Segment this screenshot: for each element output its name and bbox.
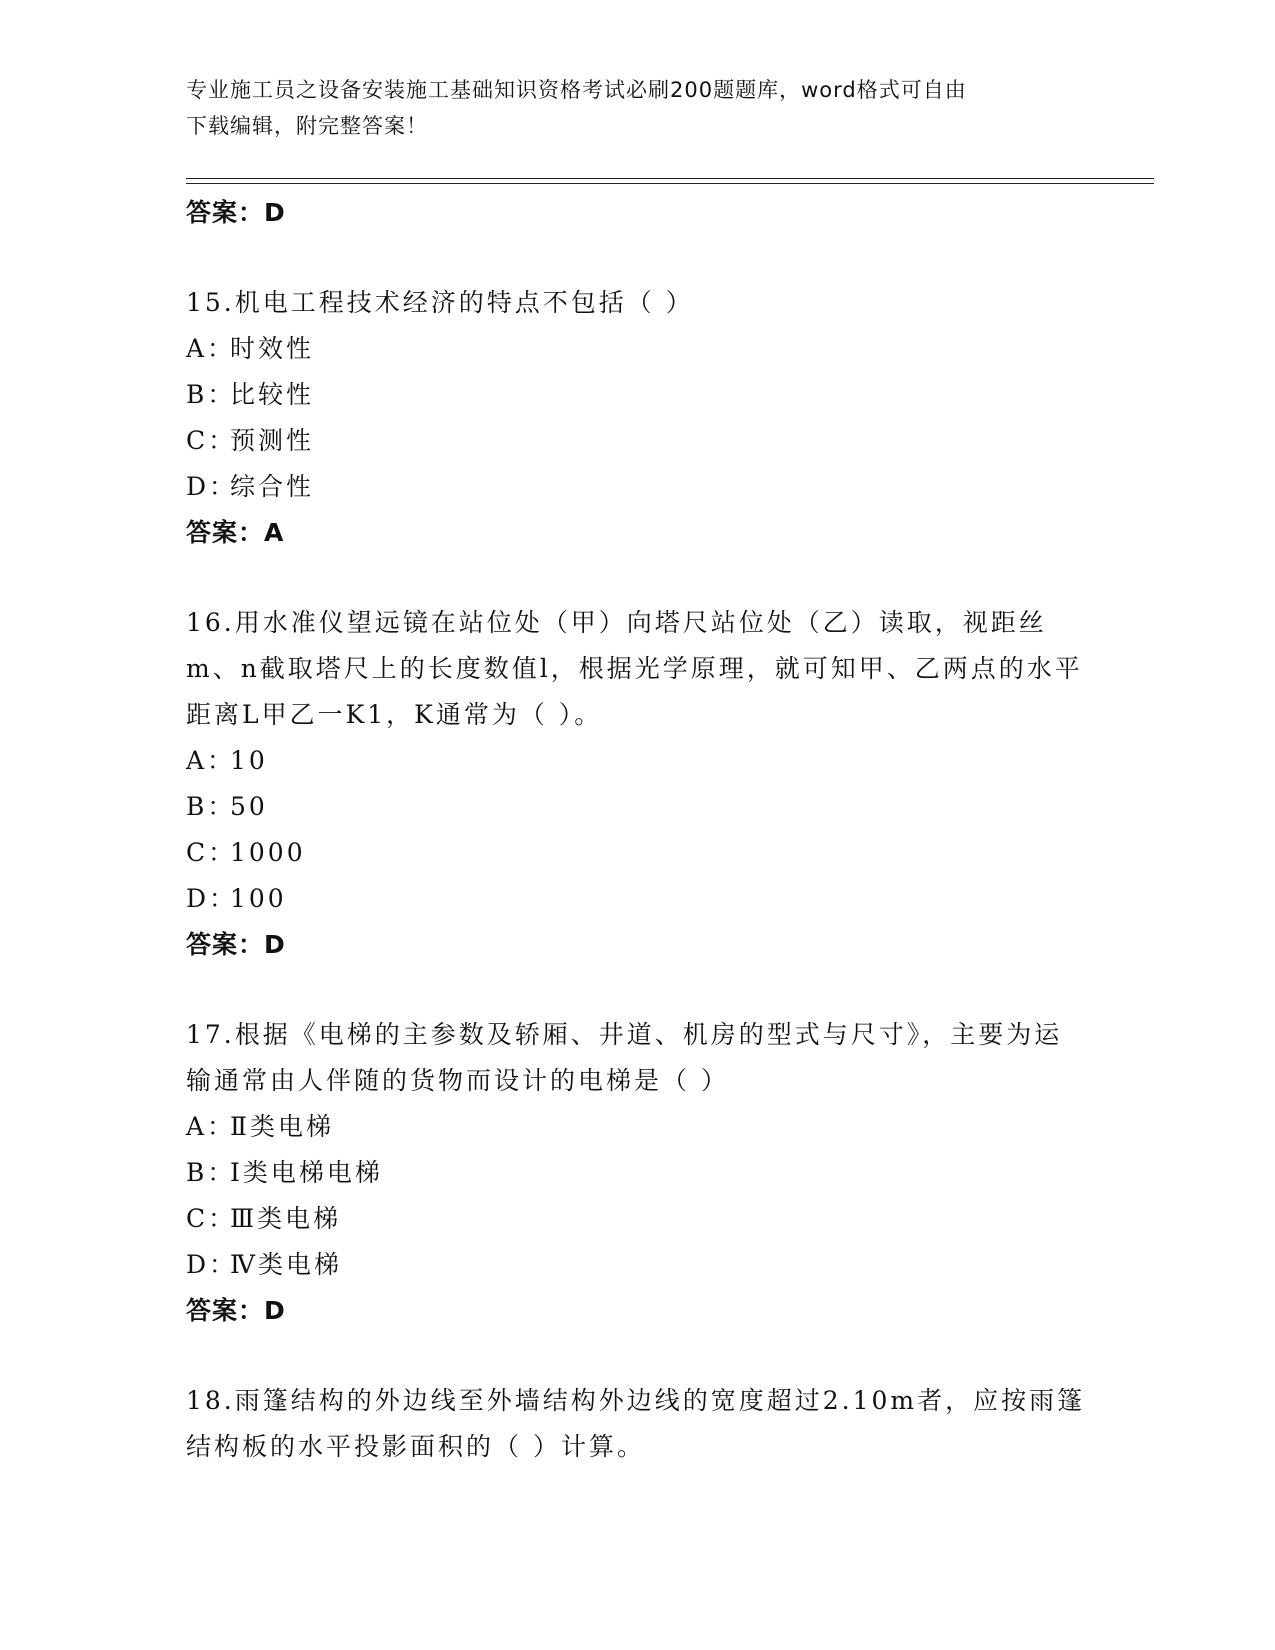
option-a	[186, 1104, 1086, 1150]
option-b	[186, 784, 1086, 830]
option-letter: D：	[186, 884, 238, 913]
option-text: 100	[230, 884, 287, 913]
answer-line: 答案：D	[186, 198, 286, 227]
option-letter: B：	[186, 380, 236, 409]
question-list	[186, 190, 1086, 1470]
option-letter: A：	[186, 1112, 236, 1141]
option-b	[186, 1150, 1086, 1196]
option-b	[186, 372, 1086, 418]
header-divider-bottom	[186, 183, 1154, 184]
option-text: 比较性	[230, 380, 315, 409]
option-text: Ⅳ类电梯	[230, 1250, 342, 1279]
option-c	[186, 418, 1086, 464]
header-line-2: 下载编辑，附完整答案！	[186, 114, 428, 138]
answer-line: 答案：A	[186, 518, 285, 547]
option-text: 10	[230, 746, 268, 775]
option-text: 50	[230, 792, 268, 821]
option-text: Ⅲ类电梯	[230, 1204, 342, 1233]
option-c	[186, 830, 1086, 876]
option-d	[186, 1242, 1086, 1288]
answer-line: 答案：D	[186, 1296, 286, 1325]
option-letter: C：	[186, 838, 237, 867]
option-a	[186, 738, 1086, 784]
option-letter: B：	[186, 792, 236, 821]
option-letter: C：	[186, 1204, 237, 1233]
option-letter: A：	[186, 334, 236, 363]
document-header	[186, 72, 1066, 144]
option-c	[186, 1196, 1086, 1242]
answer-line: 答案：D	[186, 930, 286, 959]
option-text: 综合性	[230, 472, 315, 501]
option-a	[186, 326, 1086, 372]
option-letter: D：	[186, 1250, 238, 1279]
option-text: 预测性	[230, 426, 315, 455]
question-text: 16.用水准仪望远镜在站位处（甲）向塔尺站位处（乙）读取，视距丝m、n截取塔尺上的长度数值l，根据光学原理，就可知甲、乙两点的水平距离L甲乙一K1，K通常为（ ）。	[186, 608, 1083, 729]
option-d	[186, 464, 1086, 510]
option-letter: C：	[186, 426, 237, 455]
option-letter: A：	[186, 746, 236, 775]
option-text: 时效性	[230, 334, 315, 363]
option-d	[186, 876, 1086, 922]
header-line-1: 专业施工员之设备安装施工基础知识资格考试必刷200题题库，word格式可自由	[186, 78, 967, 102]
option-text: Ⅱ类电梯	[230, 1112, 334, 1141]
question-text: 15.机电工程技术经济的特点不包括（ ）	[186, 288, 694, 317]
question-text: 18.雨篷结构的外边线至外墙结构外边线的宽度超过2.10m者，应按雨篷结构板的水平投影面积的（ ）计算。	[186, 1386, 1086, 1461]
option-text: Ⅰ类电梯电梯	[230, 1158, 383, 1187]
option-letter: B：	[186, 1158, 236, 1187]
option-text: 1000	[230, 838, 306, 867]
option-letter: D：	[186, 472, 238, 501]
header-divider-top	[186, 178, 1154, 179]
question-text: 17.根据《电梯的主参数及轿厢、井道、机房的型式与尺寸》，主要为运输通常由人伴随的货物而设计的电梯是（ ）	[186, 1020, 1063, 1095]
